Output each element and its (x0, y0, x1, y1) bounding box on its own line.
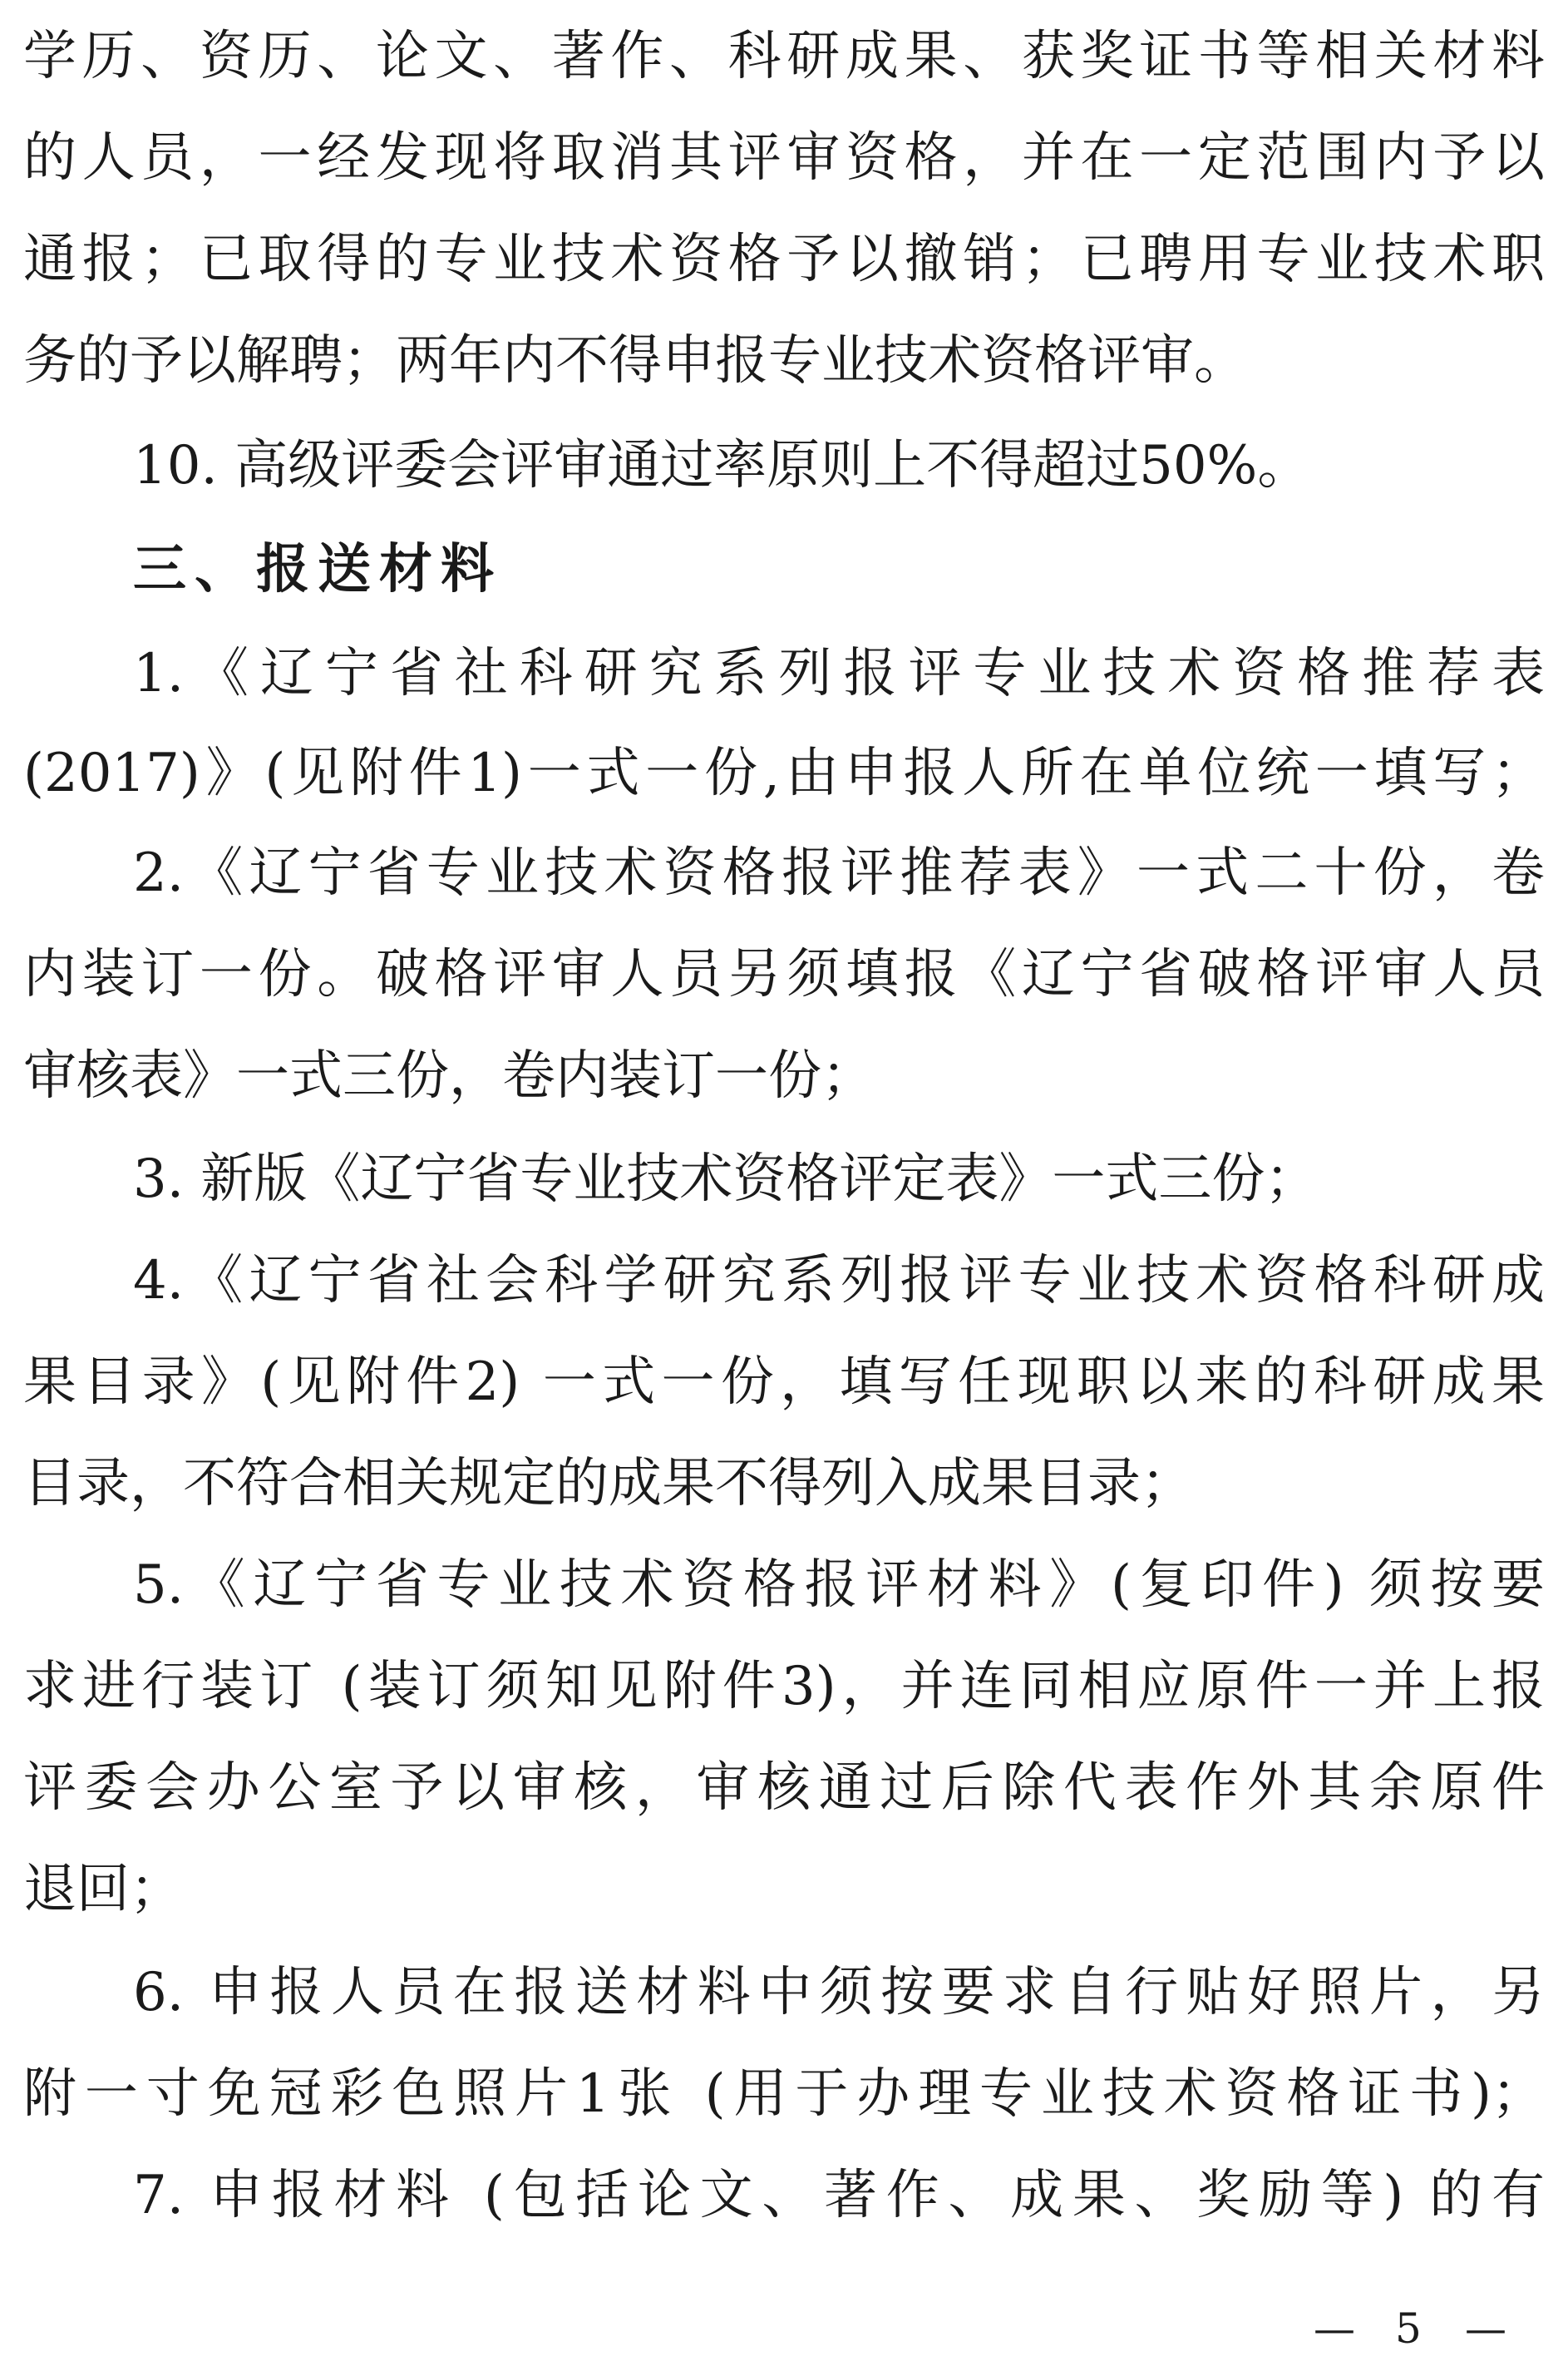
section-heading: 三、报送材料 (133, 539, 502, 600)
list-item-1: 1.《辽宁省社科研究系列报评专业技术资格推荐表 (133, 643, 1545, 704)
paragraph-line: 审核表》一式三份，卷内装订一份； (23, 1045, 875, 1107)
list-item-5: 5.《辽宁省专业技术资格报评材料》(复印件) 须按要 (133, 1554, 1545, 1616)
paragraph-line: 内装订一份。破格评审人员另须填报《辽宁省破格评审人员 (23, 944, 1545, 1005)
list-item-2: 2.《辽宁省专业技术资格报评推荐表》一式二十份，卷 (133, 842, 1545, 904)
paragraph-line: 附一寸免冠彩色照片1张 (用于办理专业技术资格证书)； (23, 2063, 1545, 2125)
paragraph-line: 目录，不符合相关规定的成果不得列入成果目录； (23, 1453, 1194, 1514)
list-item-10: 10. 高级评委会评审通过率原则上不得超过50%。 (133, 435, 1311, 496)
paragraph-line: 务的予以解聘；两年内不得申报专业技术资格评审。 (23, 330, 1247, 392)
list-item-4: 4.《辽宁省社会科学研究系列报评专业技术资格科研成 (133, 1250, 1545, 1311)
paragraph-line: 求进行装订 (装订须知见附件3)，并连同相应原件一并上报 (23, 1656, 1545, 1717)
paragraph-line: 评委会办公室予以审核，审核通过后除代表作外其余原件 (23, 1757, 1545, 1819)
page-number-dash-left: — (1314, 2304, 1355, 2353)
paragraph-line: 通报；已取得的专业技术资格予以撤销；已聘用专业技术职 (23, 229, 1545, 290)
paragraph-line: (2017)》(见附件1)一式一份,由申报人所在单位统一填写； (23, 743, 1545, 804)
list-item-6: 6. 申报人员在报送材料中须按要求自行贴好照片，另 (133, 1962, 1545, 2023)
page-number-dash-right: — (1465, 2304, 1506, 2353)
list-item-3: 3. 新版《辽宁省专业技术资格评定表》一式三份； (133, 1148, 1319, 1210)
page-number-footer (0, 2304, 1568, 2354)
paragraph-line: 退回； (23, 1859, 183, 1920)
paragraph-line: 学历、资历、论文、著作、科研成果、获奖证书等相关材料 (23, 26, 1545, 87)
list-item-7: 7. 申报材料 (包括论文、著作、成果、奖励等) 的有 (133, 2165, 1545, 2226)
paragraph-line: 果目录》(见附件2) 一式一份，填写任现职以来的科研成果 (23, 1351, 1545, 1413)
paragraph-line: 的人员，一经发现将取消其评审资格，并在一定范围内予以 (23, 127, 1545, 189)
page-number: 5 (1395, 2304, 1422, 2353)
